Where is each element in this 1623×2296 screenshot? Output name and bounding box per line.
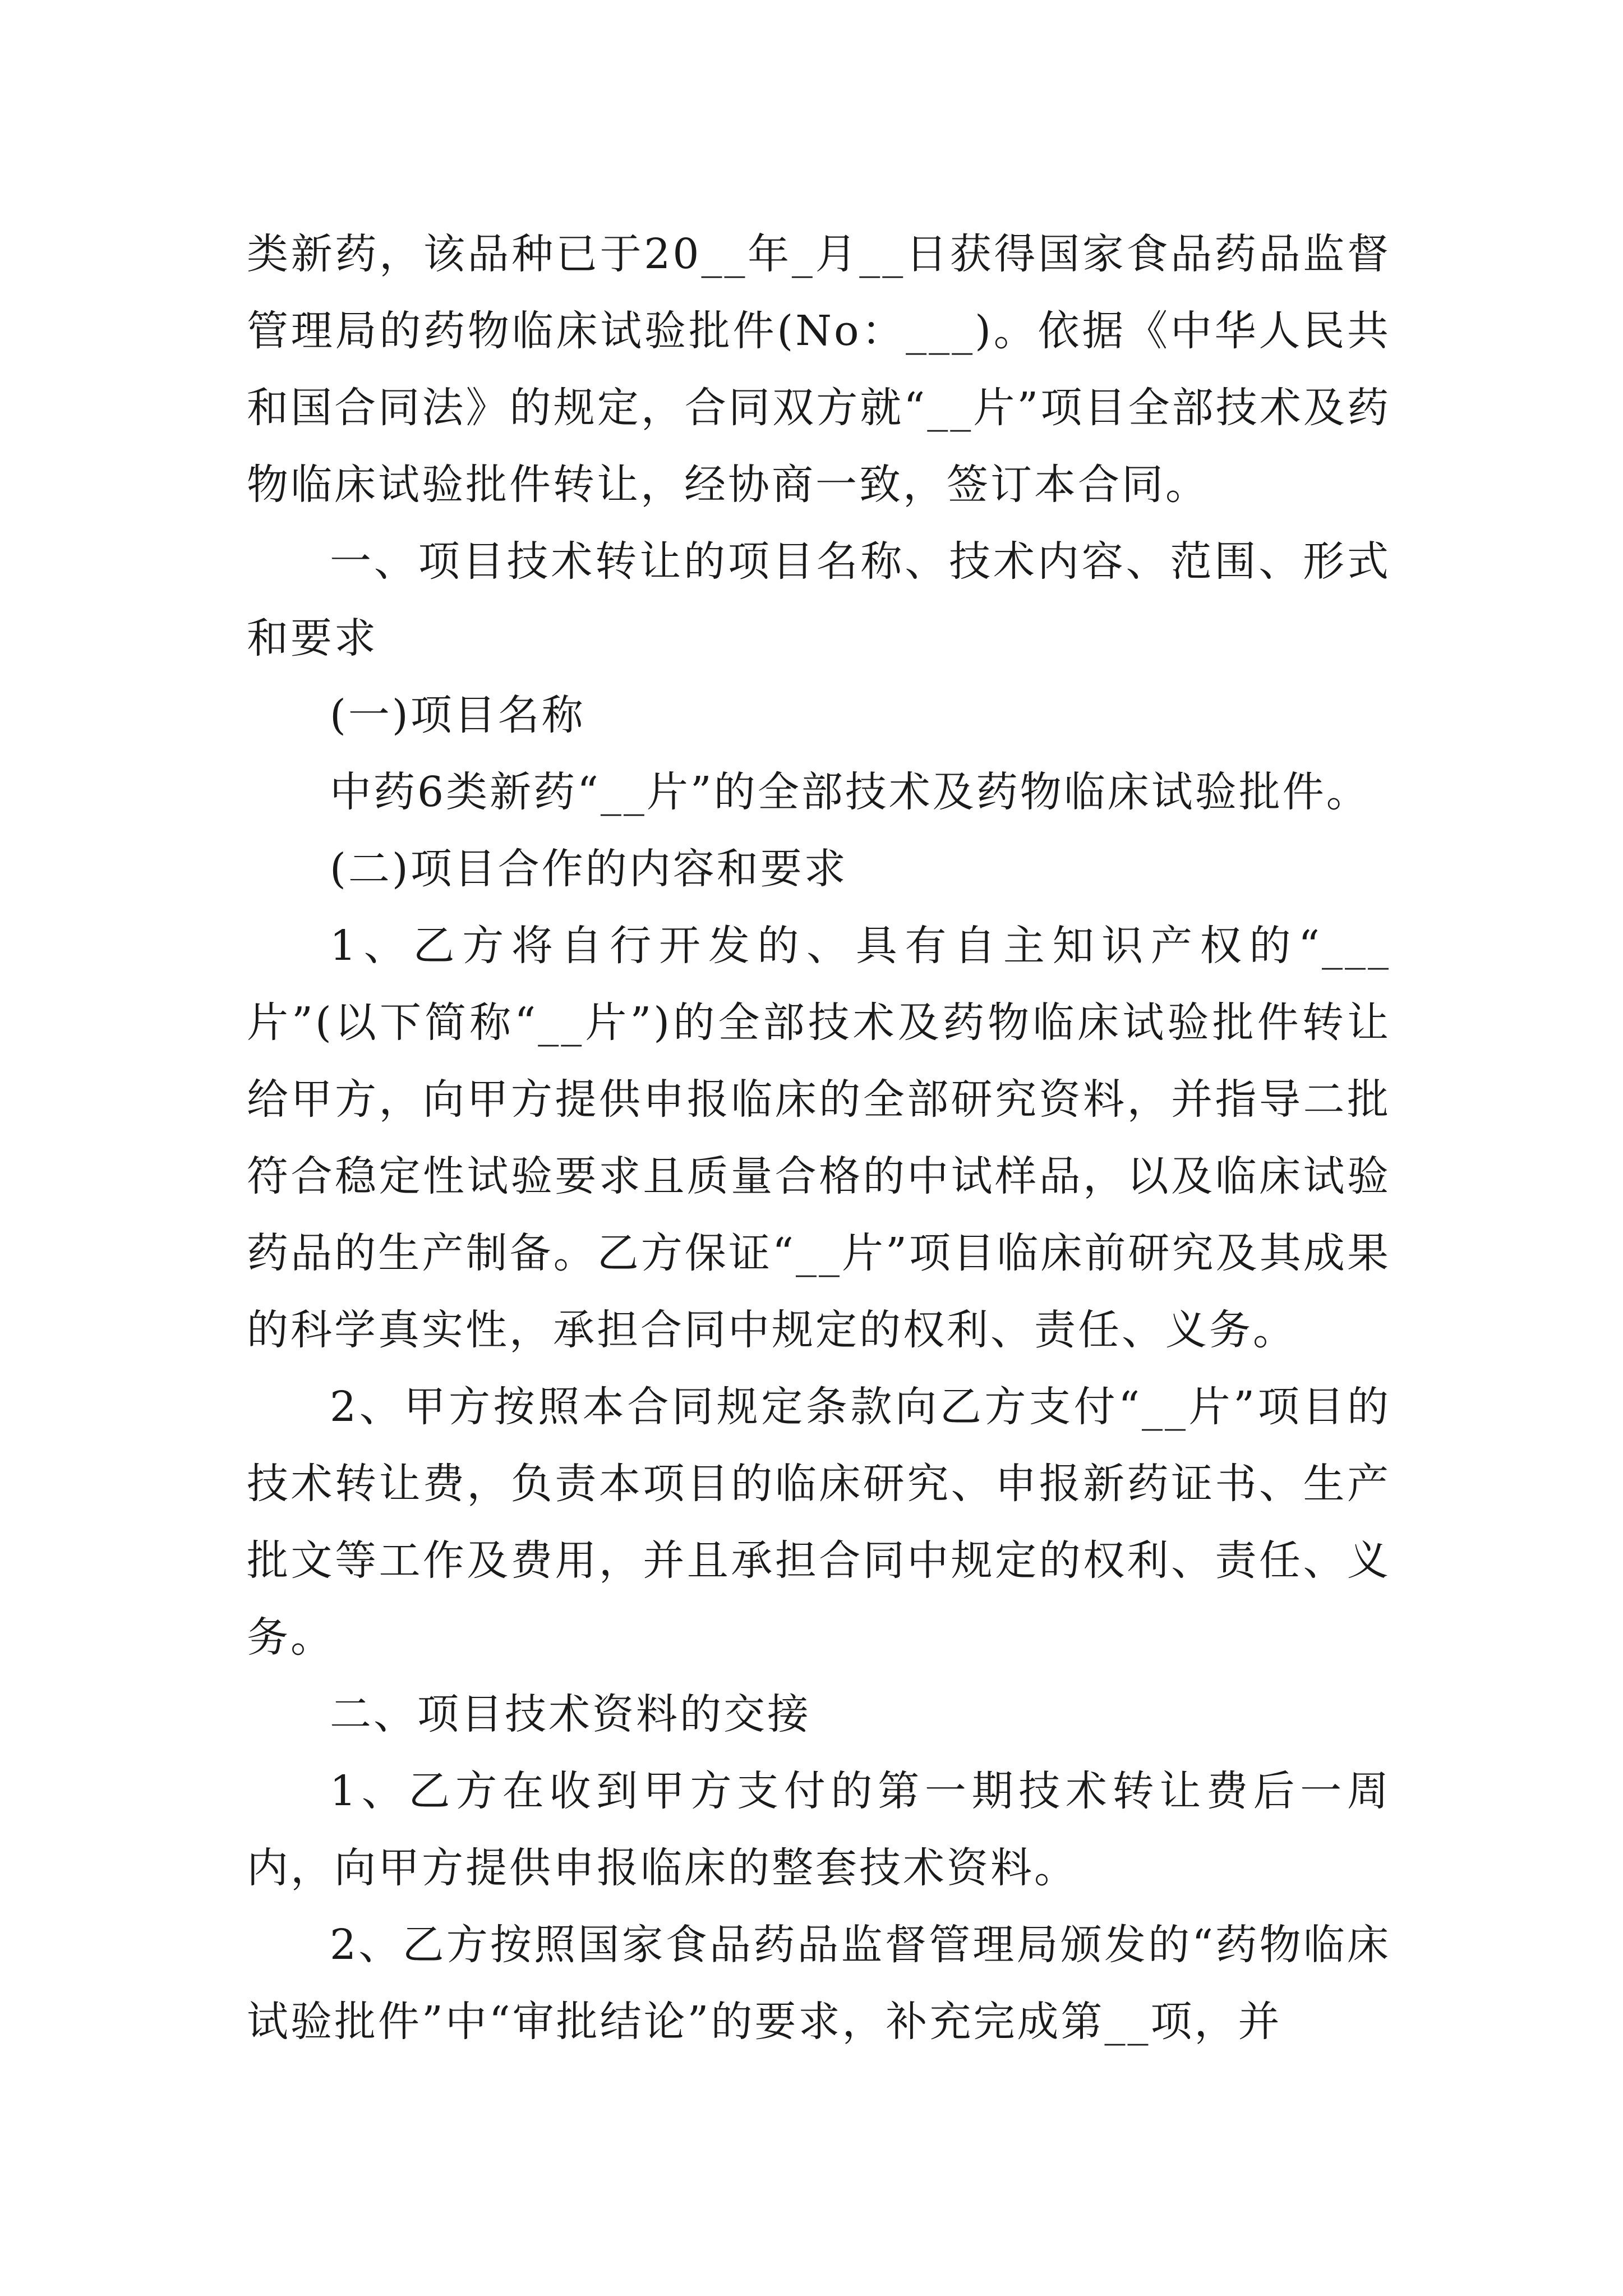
paragraph-clause-1: 1、乙方将自行开发的、具有自主知识产权的“___片”(以下简称“__片”)的全部技术及药物临床试验批件转让给甲方，向甲方提供申报临床的全部研究资料，并指导二批符合稳定性试验要求且质量合格的中试样品，以及临床试验药品的生产制备。乙方保证“__片”项目临床前研究及其成果的科学真实性，承担合同中规定的权利、责任、义务。 — [247, 922, 1391, 1354]
subsection-heading-content-requirements: (二)项目合作的内容和要求 — [330, 845, 848, 893]
section-heading-1: 一、项目技术转让的项目名称、技术内容、范围、形式和要求 — [247, 537, 1391, 662]
paragraph-project-name: 中药6类新药“__片”的全部技术及药物临床试验批件。 — [330, 768, 1370, 816]
paragraph-handover-2: 2、乙方按照国家食品药品监督管理局颁发的“药物临床试验批件”中“审批结论”的要求，补充完成第__项，并 — [247, 1921, 1391, 2046]
paragraph-clause-2: 2、甲方按照本合同规定条款向乙方支付“__片”项目的技术转让费，负责本项目的临床研究、申报新药证书、生产批文等工作及费用，并且承担合同中规定的权利、责任、义务。 — [247, 1383, 1391, 1662]
paragraph-handover-1: 1、乙方在收到甲方支付的第一期技术转让费后一周内，向甲方提供申报临床的整套技术资料。 — [247, 1767, 1391, 1892]
section-heading-2: 二、项目技术资料的交接 — [330, 1690, 811, 1738]
document-body — [247, 216, 1391, 2060]
paragraph-continuation: 类新药，该品种已于20__年_月__日获得国家食品药品监督管理局的药物临床试验批件(No：___)。依据《中华人民共和国合同法》的规定，合同双方就“__片”项目全部技术及药物临床试验批件转让，经协商一致，签订本合同。 — [247, 230, 1391, 509]
subsection-heading-project-name: (一)项目名称 — [330, 691, 585, 739]
